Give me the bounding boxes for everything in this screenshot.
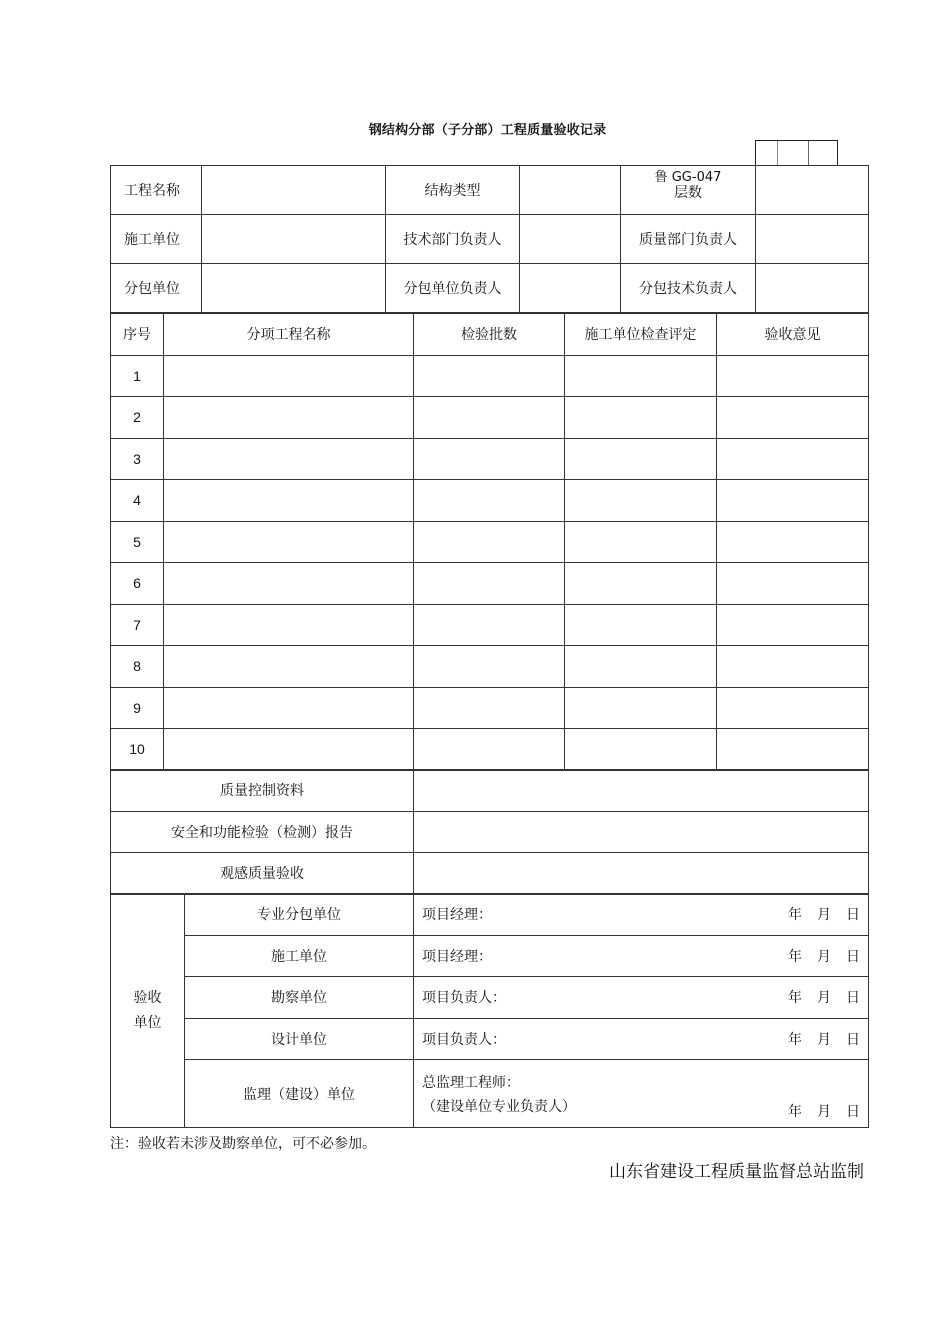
appearance-quality-label: 观感质量验收 xyxy=(111,853,414,895)
table-row xyxy=(111,604,869,646)
column-header: 序号 xyxy=(111,314,164,356)
floors-label: 层数 xyxy=(674,185,702,201)
batch-count-cell[interactable] xyxy=(414,397,565,439)
evaluation-cell[interactable] xyxy=(565,687,717,729)
signer-label-secondary: （建设单位专业负责人） xyxy=(422,1099,576,1115)
project-info-row xyxy=(111,264,869,313)
subcontractor-field[interactable] xyxy=(202,264,386,313)
summary-row xyxy=(111,811,869,853)
batch-count-cell[interactable] xyxy=(414,355,565,397)
floors-field[interactable] xyxy=(756,166,869,215)
form-code-boxes xyxy=(755,140,838,166)
table-header-row xyxy=(111,314,869,356)
month-label: 月 xyxy=(817,907,831,924)
safety-function-report-field[interactable] xyxy=(414,811,869,853)
signature-cell[interactable] xyxy=(414,1018,869,1060)
unit-name: 设计单位 xyxy=(185,1018,414,1060)
batch-count-cell[interactable] xyxy=(414,521,565,563)
evaluation-cell[interactable] xyxy=(565,521,717,563)
batch-count-cell[interactable] xyxy=(414,438,565,480)
date-field[interactable] xyxy=(773,904,860,924)
form-code: 鲁 GG-047 xyxy=(654,170,722,185)
summary-row xyxy=(111,853,869,895)
opinion-cell[interactable] xyxy=(717,646,869,688)
item-name-cell[interactable] xyxy=(164,729,414,771)
acceptance-row xyxy=(111,1060,869,1128)
acceptance-row xyxy=(111,1018,869,1060)
item-name-cell[interactable] xyxy=(164,521,414,563)
opinion-cell[interactable] xyxy=(717,397,869,439)
structure-type-label: 结构类型 xyxy=(386,166,520,215)
table-row xyxy=(111,397,869,439)
month-label: 月 xyxy=(817,1104,831,1120)
opinion-cell[interactable] xyxy=(717,480,869,522)
tech-dept-head-field[interactable] xyxy=(520,215,621,264)
project-name-field[interactable] xyxy=(202,166,386,215)
evaluation-cell[interactable] xyxy=(565,355,717,397)
opinion-cell[interactable] xyxy=(717,563,869,605)
opinion-cell[interactable] xyxy=(717,729,869,771)
evaluation-cell[interactable] xyxy=(565,480,717,522)
project-info-row xyxy=(111,166,869,215)
row-number: 8 xyxy=(111,646,164,688)
table-row xyxy=(111,729,869,771)
date-field[interactable] xyxy=(773,987,860,1007)
day-label: 日 xyxy=(846,907,860,924)
project-info-table xyxy=(110,165,869,313)
day-label: 日 xyxy=(846,990,860,1007)
month-label: 月 xyxy=(817,948,831,965)
opinion-cell[interactable] xyxy=(717,687,869,729)
item-name-cell[interactable] xyxy=(164,397,414,439)
batch-count-cell[interactable] xyxy=(414,729,565,771)
row-number: 7 xyxy=(111,604,164,646)
row-number: 4 xyxy=(111,480,164,522)
code-box-1[interactable] xyxy=(756,141,778,166)
quality-dept-head-field[interactable] xyxy=(756,215,869,264)
batch-count-cell[interactable] xyxy=(414,480,565,522)
subcontractor-head-label: 分包单位负责人 xyxy=(386,264,520,313)
evaluation-cell[interactable] xyxy=(565,604,717,646)
acceptance-row xyxy=(111,977,869,1019)
signature-cell[interactable] xyxy=(414,977,869,1019)
acceptance-row xyxy=(111,935,869,977)
summary-table xyxy=(110,769,869,895)
acceptance-group-label-line1: 验收 xyxy=(133,989,162,1006)
batch-count-cell[interactable] xyxy=(414,604,565,646)
note-text: 注：验收若未涉及勘察单位，可不必参加。 xyxy=(110,1136,376,1152)
evaluation-cell[interactable] xyxy=(565,397,717,439)
table-row xyxy=(111,646,869,688)
signature-cell[interactable] xyxy=(414,1060,869,1128)
quality-control-docs-field[interactable] xyxy=(414,770,869,812)
date-field[interactable] xyxy=(773,946,860,966)
table-row xyxy=(111,480,869,522)
document-title: 钢结构分部（子分部）工程质量验收记录 xyxy=(368,123,607,138)
subcontractor-label: 分包单位 xyxy=(111,264,202,313)
item-name-cell[interactable] xyxy=(164,355,414,397)
year-label: 年 xyxy=(788,1031,802,1048)
item-name-cell[interactable] xyxy=(164,687,414,729)
table-row xyxy=(111,438,869,480)
year-label: 年 xyxy=(788,907,802,924)
floors-label-cell xyxy=(621,166,756,215)
issuer-footer: 山东省建设工程质量监督总站监制 xyxy=(609,1162,864,1182)
row-number: 1 xyxy=(111,355,164,397)
month-label: 月 xyxy=(817,1031,831,1048)
evaluation-cell[interactable] xyxy=(565,729,717,771)
project-name-label: 工程名称 xyxy=(111,166,202,215)
item-name-cell[interactable] xyxy=(164,646,414,688)
signer-label: 项目负责人： xyxy=(422,1031,506,1048)
unit-name: 监理（建设）单位 xyxy=(185,1060,414,1128)
project-info-row xyxy=(111,215,869,264)
structure-type-field[interactable] xyxy=(520,166,621,215)
opinion-cell[interactable] xyxy=(717,438,869,480)
summary-row xyxy=(111,770,869,812)
subcontract-tech-head-field[interactable] xyxy=(756,264,869,313)
row-number: 9 xyxy=(111,687,164,729)
date-field[interactable] xyxy=(773,1101,860,1121)
row-number: 6 xyxy=(111,563,164,605)
subcontractor-head-field[interactable] xyxy=(520,264,621,313)
quality-control-docs-label: 质量控制资料 xyxy=(111,770,414,812)
day-label: 日 xyxy=(846,1104,860,1120)
contractor-field[interactable] xyxy=(202,215,386,264)
batch-count-cell[interactable] xyxy=(414,646,565,688)
opinion-cell[interactable] xyxy=(717,521,869,563)
signer-label: 项目经理： xyxy=(422,907,492,924)
day-label: 日 xyxy=(846,948,860,965)
table-row xyxy=(111,687,869,729)
code-box-2[interactable] xyxy=(778,141,809,166)
signer-label: 项目经理： xyxy=(422,948,492,965)
acceptance-row xyxy=(111,894,869,936)
date-field[interactable] xyxy=(773,1029,860,1049)
unit-name: 专业分包单位 xyxy=(185,894,414,936)
year-label: 年 xyxy=(788,1104,802,1120)
unit-name: 施工单位 xyxy=(185,935,414,977)
signer-label: 总监理工程师： xyxy=(422,1075,520,1091)
row-number: 10 xyxy=(111,729,164,771)
batch-count-cell[interactable] xyxy=(414,687,565,729)
column-header: 施工单位检查评定 xyxy=(565,314,717,356)
appearance-quality-field[interactable] xyxy=(414,853,869,895)
safety-function-report-label: 安全和功能检验（检测）报告 xyxy=(111,811,414,853)
unit-name: 勘察单位 xyxy=(185,977,414,1019)
day-label: 日 xyxy=(846,1031,860,1048)
row-number: 5 xyxy=(111,521,164,563)
batch-count-cell[interactable] xyxy=(414,563,565,605)
tech-dept-head-label: 技术部门负责人 xyxy=(386,215,520,264)
evaluation-cell[interactable] xyxy=(565,563,717,605)
quality-dept-head-label: 质量部门负责人 xyxy=(621,215,756,264)
item-name-cell[interactable] xyxy=(164,438,414,480)
item-name-cell[interactable] xyxy=(164,563,414,605)
contractor-label: 施工单位 xyxy=(111,215,202,264)
signature-cell[interactable] xyxy=(414,894,869,936)
column-header: 分项工程名称 xyxy=(164,314,414,356)
column-header: 验收意见 xyxy=(717,314,869,356)
row-number: 3 xyxy=(111,438,164,480)
table-row xyxy=(111,563,869,605)
subcontract-tech-head-label: 分包技术负责人 xyxy=(621,264,756,313)
item-name-cell[interactable] xyxy=(164,480,414,522)
acceptance-group-label xyxy=(111,894,185,1128)
sub-items-table xyxy=(110,313,869,771)
table-row xyxy=(111,355,869,397)
opinion-cell[interactable] xyxy=(717,604,869,646)
year-label: 年 xyxy=(788,990,802,1007)
signature-cell[interactable] xyxy=(414,935,869,977)
code-box-3[interactable] xyxy=(809,141,837,166)
row-number: 2 xyxy=(111,397,164,439)
signer-label: 项目负责人： xyxy=(422,990,506,1007)
item-name-cell[interactable] xyxy=(164,604,414,646)
evaluation-cell[interactable] xyxy=(565,438,717,480)
evaluation-cell[interactable] xyxy=(565,646,717,688)
opinion-cell[interactable] xyxy=(717,355,869,397)
year-label: 年 xyxy=(788,948,802,965)
month-label: 月 xyxy=(817,990,831,1007)
column-header: 检验批数 xyxy=(414,314,565,356)
acceptance-units-table xyxy=(110,893,869,1128)
table-row xyxy=(111,521,869,563)
acceptance-group-label-line2: 单位 xyxy=(133,1014,162,1031)
